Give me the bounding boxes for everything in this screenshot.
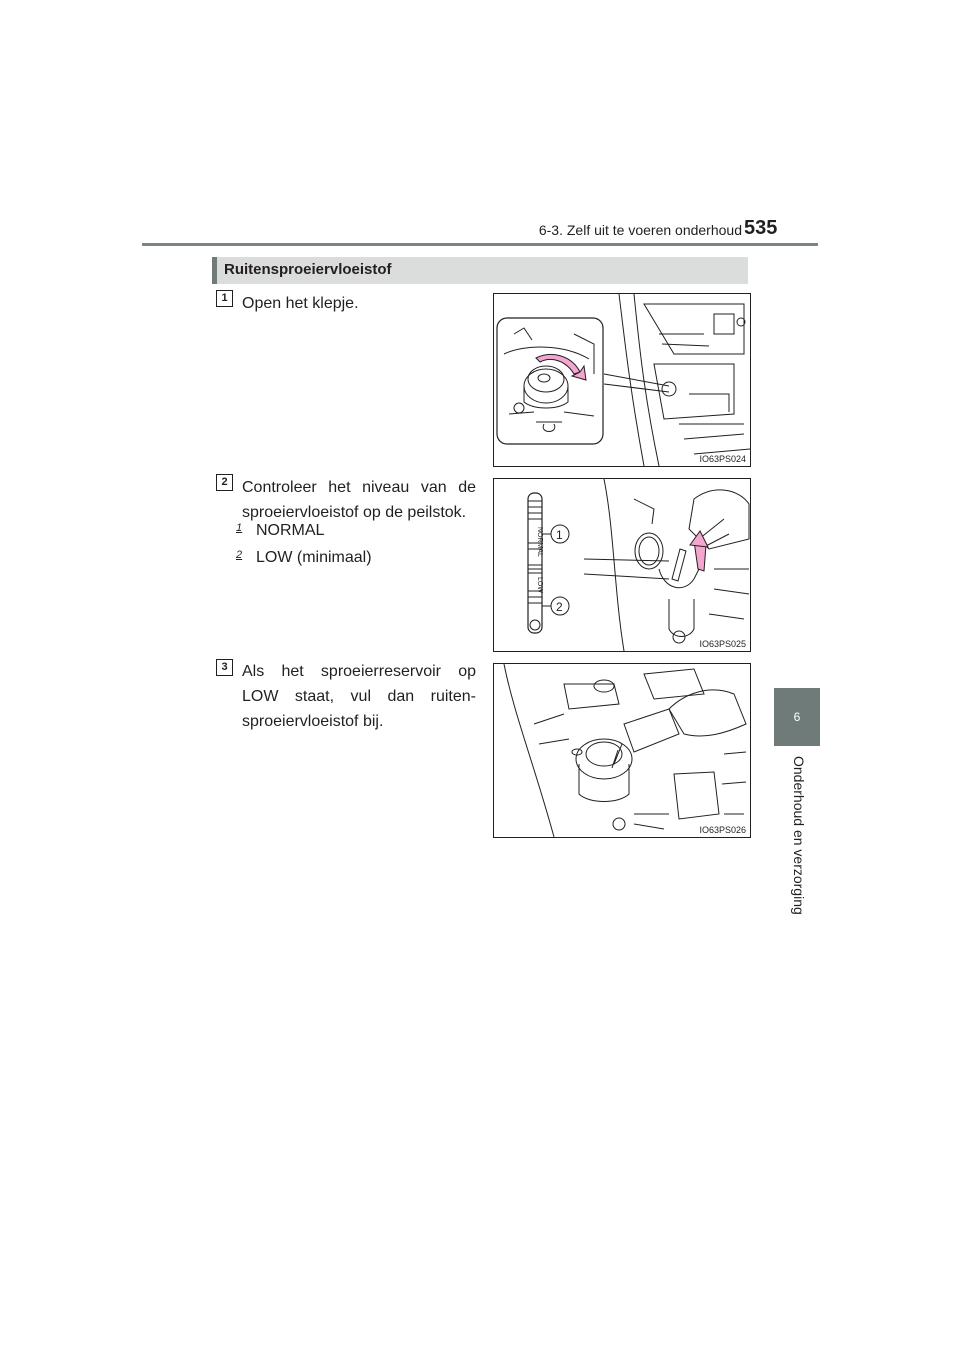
chapter-title: Onderhoud en verzorging bbox=[791, 756, 807, 915]
callout-2: 2 bbox=[556, 600, 563, 614]
chapter-number: 6 bbox=[793, 710, 801, 724]
step-number-2: 2 bbox=[216, 474, 233, 491]
step-text-2: Controleer het niveau van de sproeiervloeistof op de peilstok. bbox=[242, 479, 476, 521]
list-item-text-1: NORMAL bbox=[256, 522, 325, 539]
step-number-3: 3 bbox=[216, 659, 233, 676]
refill-illustration bbox=[494, 664, 750, 837]
step-text-1: Open het klepje. bbox=[242, 295, 359, 312]
header-divider bbox=[142, 243, 818, 246]
figure-dipstick bbox=[493, 478, 751, 652]
list-item-number-2: 2 bbox=[236, 549, 243, 561]
dipstick-low-mark: LOW bbox=[536, 577, 543, 593]
list-item-low bbox=[236, 549, 372, 567]
figure-open-cap bbox=[493, 293, 751, 467]
page-number: 535 bbox=[744, 217, 778, 239]
figure-code-1: IO63PS024 bbox=[699, 454, 746, 464]
running-header-section: 6-3. Zelf uit te voeren onderhoud bbox=[538, 222, 742, 238]
figure-code-2: IO63PS025 bbox=[699, 639, 746, 649]
section-heading-bar bbox=[212, 257, 217, 284]
chapter-tab[interactable] bbox=[774, 688, 820, 746]
list-item-number-1: 1 bbox=[236, 522, 243, 534]
step-text-3: Als het sproeierreservoir op LOW staat, vul dan ruiten-sproeiervloeistof bij. bbox=[242, 663, 476, 730]
engine-bay-illustration-1 bbox=[494, 294, 750, 466]
list-item-text-2: LOW (minimaal) bbox=[256, 549, 372, 566]
section-title: Ruitensproeiervloeistof bbox=[224, 261, 392, 278]
step-number-1: 1 bbox=[216, 290, 233, 307]
dipstick-normal-mark: NORMAL bbox=[536, 527, 543, 557]
figure-code-3: IO63PS026 bbox=[699, 825, 746, 835]
list-item-normal bbox=[236, 522, 324, 540]
dipstick-illustration bbox=[494, 479, 750, 651]
section-heading bbox=[212, 257, 748, 284]
callout-1: 1 bbox=[556, 528, 563, 542]
figure-refill bbox=[493, 663, 751, 838]
